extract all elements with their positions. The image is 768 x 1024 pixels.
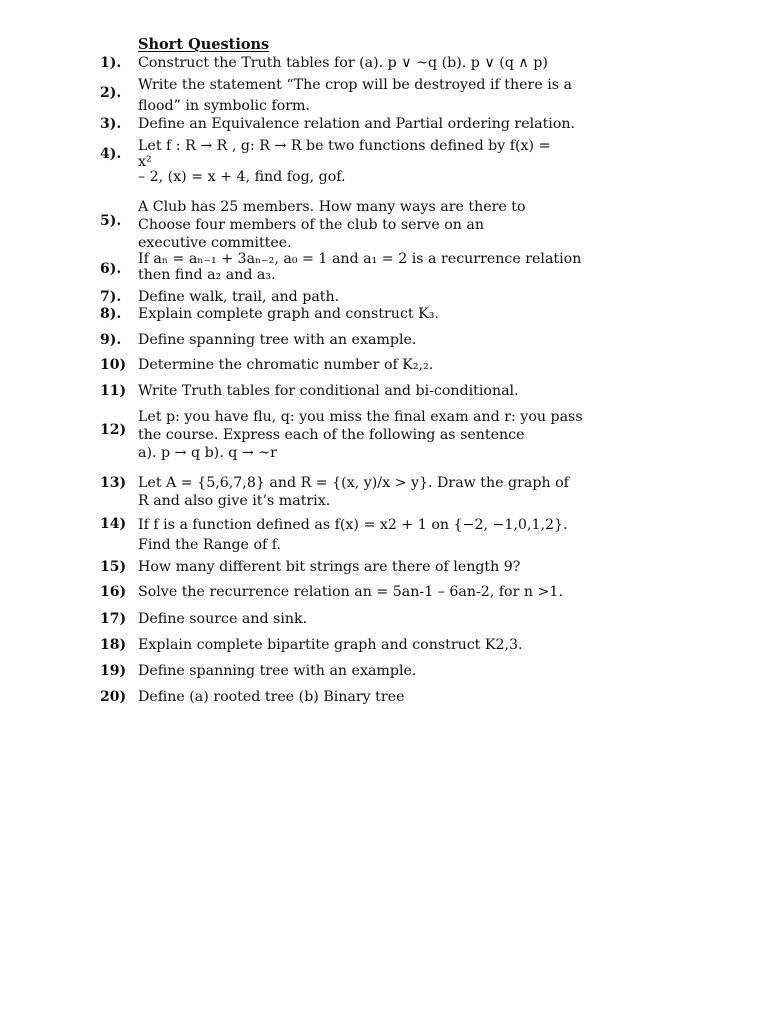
question-line: Define (a) rooted tree (b) Binary tree xyxy=(138,689,405,705)
question-line: If f is a function defined as f(x) = x2 + 1 on {−2, −1,0,1,2}. xyxy=(138,517,568,533)
question-line: Define spanning tree with an example. xyxy=(138,663,417,679)
question-line: flood” in symbolic form. xyxy=(138,98,311,114)
question-number: 17) xyxy=(100,611,127,627)
question-text xyxy=(138,474,598,510)
question-text xyxy=(138,515,598,555)
question-line: x² xyxy=(138,154,152,170)
page-title: Short Questions xyxy=(138,36,270,53)
question-number: 14) xyxy=(100,516,127,532)
question-number: 4). xyxy=(100,146,122,162)
question-line: R and also give it’s matrix. xyxy=(138,493,331,509)
question-text xyxy=(138,356,598,374)
question-number: 6). xyxy=(100,261,122,277)
question-number: 7). xyxy=(100,289,122,305)
question-line: the course. Express each of the following as sentence xyxy=(138,427,525,443)
question-text xyxy=(138,251,598,283)
question-number: 15) xyxy=(100,559,127,575)
question-line: Find the Range of f. xyxy=(138,537,282,553)
question-number: 13) xyxy=(100,475,127,491)
question-line: If aₙ = aₙ₋₁ + 3aₙ₋₂, a₀ = 1 and a₁ = 2 is a recurrence relation xyxy=(138,251,582,267)
question-text xyxy=(138,198,598,252)
question-line: – 2, (x) = x + 4, find fog, gof. xyxy=(138,169,346,185)
question-number: 12) xyxy=(100,422,127,438)
question-line: Define spanning tree with an example. xyxy=(138,332,417,348)
question-line: Write the statement “The crop will be destroyed if there is a xyxy=(138,77,573,93)
question-text xyxy=(138,610,598,628)
question-text xyxy=(138,136,598,186)
question-number: 10) xyxy=(100,357,127,373)
question-number: 5). xyxy=(100,213,122,229)
question-text xyxy=(138,382,598,400)
question-text xyxy=(138,408,598,462)
question-text xyxy=(138,583,598,601)
question-line: Solve the recurrence relation an = 5an-1 – 6an-2, for n >1. xyxy=(138,584,563,600)
question-text xyxy=(138,288,598,306)
question-number: 16) xyxy=(100,584,127,600)
question-line: Determine the chromatic number of K₂,₂. xyxy=(138,357,434,373)
question-line: Define source and sink. xyxy=(138,611,308,627)
question-line: a). p → q b). q → ~r xyxy=(138,445,277,461)
question-text xyxy=(138,75,598,117)
question-line: Let A = {5,6,7,8} and R = {(x, y)/x > y}. Draw the graph of xyxy=(138,475,569,491)
question-number: 9). xyxy=(100,332,122,348)
question-line: A Club has 25 members. How many ways are there to xyxy=(138,199,526,215)
question-line: Define walk, trail, and path. xyxy=(138,289,340,305)
question-line: Construct the Truth tables for (a). p ∨ ~q (b). p ∨ (q ∧ p) xyxy=(138,55,548,71)
question-text xyxy=(138,688,598,706)
question-line: Define an Equivalence relation and Partial ordering relation. xyxy=(138,116,576,132)
question-text xyxy=(138,636,598,654)
question-number: 18) xyxy=(100,637,127,653)
question-number: 20) xyxy=(100,689,127,705)
question-line: Write Truth tables for conditional and bi-conditional. xyxy=(138,383,519,399)
question-number: 1). xyxy=(100,55,122,71)
question-line: then find a₂ and a₃. xyxy=(138,267,276,283)
question-number: 11) xyxy=(100,383,127,399)
question-number: 8). xyxy=(100,306,122,322)
question-text xyxy=(138,558,598,576)
question-text xyxy=(138,54,598,72)
question-number: 19) xyxy=(100,663,127,679)
question-text xyxy=(138,305,598,323)
question-line: Explain complete bipartite graph and construct K2,3. xyxy=(138,637,523,653)
question-line: Let f : R → R , g: R → R be two functions defined by f(x) = xyxy=(138,138,551,154)
question-number: 3). xyxy=(100,116,122,132)
question-number: 2). xyxy=(100,85,122,101)
question-line: Choose four members of the club to serve on an xyxy=(138,217,485,233)
question-line: executive committee. xyxy=(138,235,292,251)
question-line: Let p: you have flu, q: you miss the final exam and r: you pass xyxy=(138,409,583,425)
question-text xyxy=(138,662,598,680)
question-line: Explain complete graph and construct K₃. xyxy=(138,306,439,322)
question-text xyxy=(138,115,598,133)
question-text xyxy=(138,331,598,349)
question-line: How many different bit strings are there of length 9? xyxy=(138,559,521,575)
